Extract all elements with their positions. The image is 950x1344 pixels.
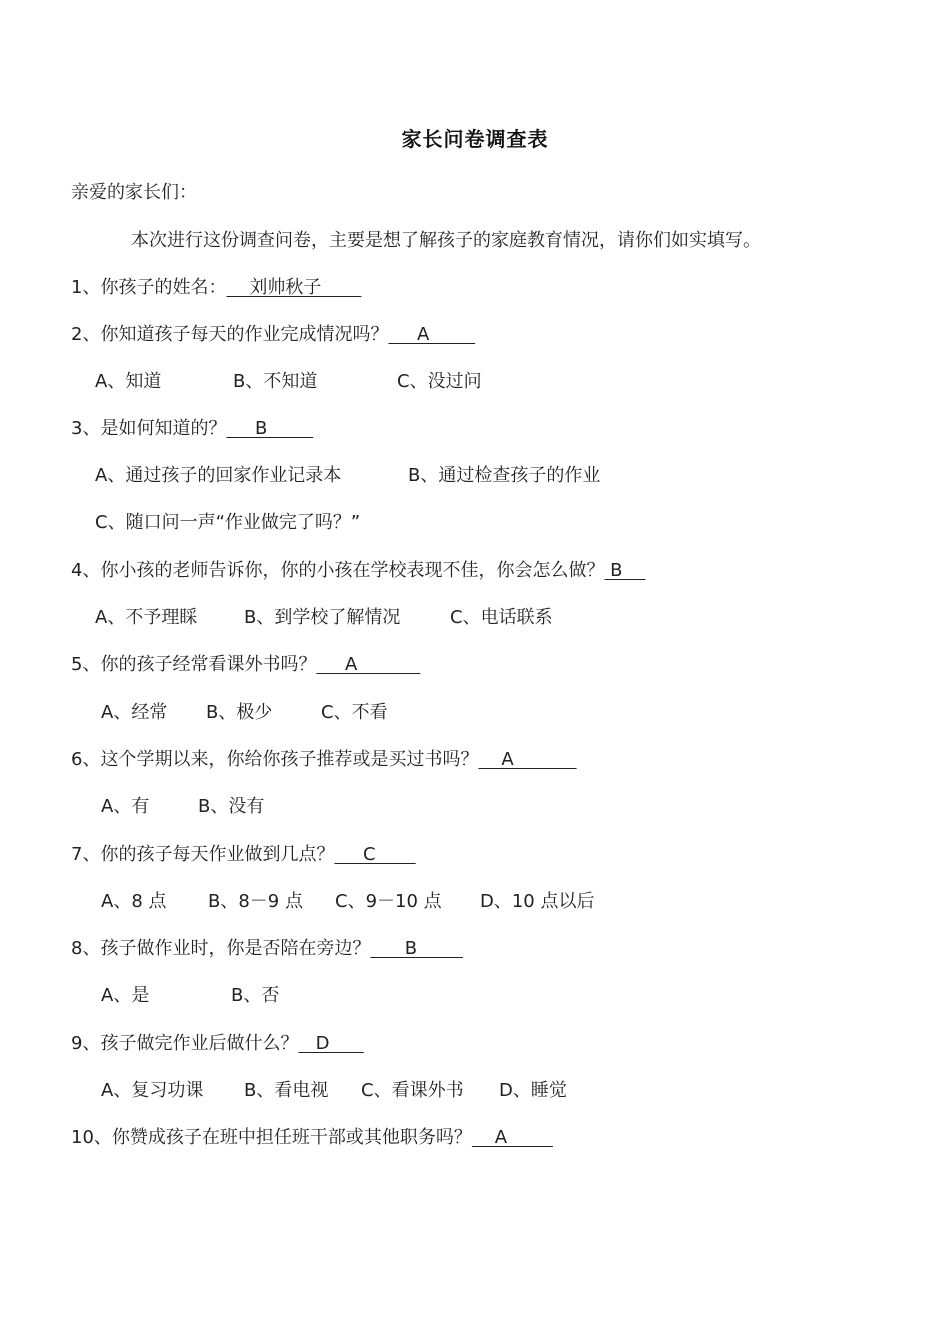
question-7 bbox=[71, 842, 416, 868]
option-b: B、8－9 点 bbox=[208, 891, 303, 912]
answer-field[interactable]: B bbox=[370, 938, 463, 959]
question-text: 9、孩子做完作业后做什么？ bbox=[71, 1033, 299, 1054]
question-text: 8、孩子做作业时，你是否陪在旁边？ bbox=[71, 938, 371, 959]
question-2 bbox=[71, 322, 475, 348]
question-text: 3、是如何知道的？ bbox=[71, 418, 227, 439]
answer-field[interactable]: A bbox=[478, 749, 577, 770]
option-b: B、极少 bbox=[206, 702, 273, 723]
question-text: 10、你赞成孩子在班中担任班干部或其他职务吗？ bbox=[71, 1127, 472, 1148]
question-5 bbox=[71, 652, 420, 678]
question-text: 4、你小孩的老师告诉你，你的小孩在学校表现不佳，你会怎么做？ bbox=[71, 560, 605, 581]
option-b: B、通过检查孩子的作业 bbox=[408, 465, 601, 486]
option-b: B、不知道 bbox=[233, 371, 318, 392]
options-q4 bbox=[95, 605, 553, 631]
intro-paragraph: 本次进行这份调查问卷，主要是想了解孩子的家庭教育情况，请你们如实填写。 bbox=[131, 230, 761, 251]
answer-field[interactable]: 刘帅秋子 bbox=[226, 277, 362, 298]
answer-field[interactable]: A bbox=[316, 654, 421, 675]
question-text: 6、这个学期以来，你给你孩子推荐或是买过书吗？ bbox=[71, 749, 479, 770]
question-4 bbox=[71, 558, 645, 584]
option-a: A、经常 bbox=[101, 702, 168, 723]
option-c: C、9－10 点 bbox=[335, 891, 442, 912]
option-c: C、看课外书 bbox=[361, 1080, 464, 1101]
option-c: C、电话联系 bbox=[450, 607, 553, 628]
question-1 bbox=[71, 275, 361, 301]
option-d: D、10 点以后 bbox=[480, 891, 595, 912]
question-6 bbox=[71, 747, 577, 773]
options-q5 bbox=[101, 700, 388, 726]
option-c: C、没过问 bbox=[397, 371, 482, 392]
answer-field[interactable]: B bbox=[604, 560, 646, 581]
answer-field[interactable]: A bbox=[471, 1127, 553, 1148]
option-a: A、8 点 bbox=[101, 891, 167, 912]
options-q3-row2 bbox=[95, 510, 360, 536]
question-9 bbox=[71, 1031, 364, 1057]
option-a: A、是 bbox=[101, 985, 150, 1006]
options-q6 bbox=[101, 794, 264, 820]
question-3 bbox=[71, 416, 313, 442]
question-10 bbox=[71, 1125, 553, 1151]
document-title: 家长问卷调查表 bbox=[401, 127, 549, 151]
question-8 bbox=[71, 936, 463, 962]
options-q2 bbox=[95, 369, 482, 395]
option-a: A、不予理睬 bbox=[95, 607, 198, 628]
option-b: B、到学校了解情况 bbox=[244, 607, 401, 628]
option-a: A、有 bbox=[101, 796, 150, 817]
answer-field[interactable]: D bbox=[298, 1033, 364, 1054]
question-text: 7、你的孩子每天作业做到几点？ bbox=[71, 844, 335, 865]
question-text: 5、你的孩子经常看课外书吗？ bbox=[71, 654, 317, 675]
greeting: 亲爱的家长们： bbox=[71, 182, 197, 203]
options-q8 bbox=[101, 983, 279, 1009]
option-a: A、知道 bbox=[95, 371, 162, 392]
option-a: A、通过孩子的回家作业记录本 bbox=[95, 465, 342, 486]
options-q9 bbox=[101, 1078, 567, 1104]
answer-field[interactable]: C bbox=[334, 844, 416, 865]
option-b: B、否 bbox=[231, 985, 280, 1006]
answer-field[interactable]: B bbox=[226, 418, 314, 439]
option-c: C、不看 bbox=[321, 702, 388, 723]
options-q3-row1 bbox=[95, 463, 600, 489]
option-c: C、随口问一声“作业做完了吗？” bbox=[95, 512, 361, 533]
option-b: B、看电视 bbox=[244, 1080, 329, 1101]
question-text: 2、你知道孩子每天的作业完成情况吗？ bbox=[71, 324, 389, 345]
option-a: A、复习功课 bbox=[101, 1080, 204, 1101]
options-q7 bbox=[101, 889, 595, 915]
option-d: D、睡觉 bbox=[499, 1080, 567, 1101]
answer-field[interactable]: A bbox=[388, 324, 476, 345]
question-text: 1、你孩子的姓名： bbox=[71, 277, 227, 298]
option-b: B、没有 bbox=[198, 796, 265, 817]
